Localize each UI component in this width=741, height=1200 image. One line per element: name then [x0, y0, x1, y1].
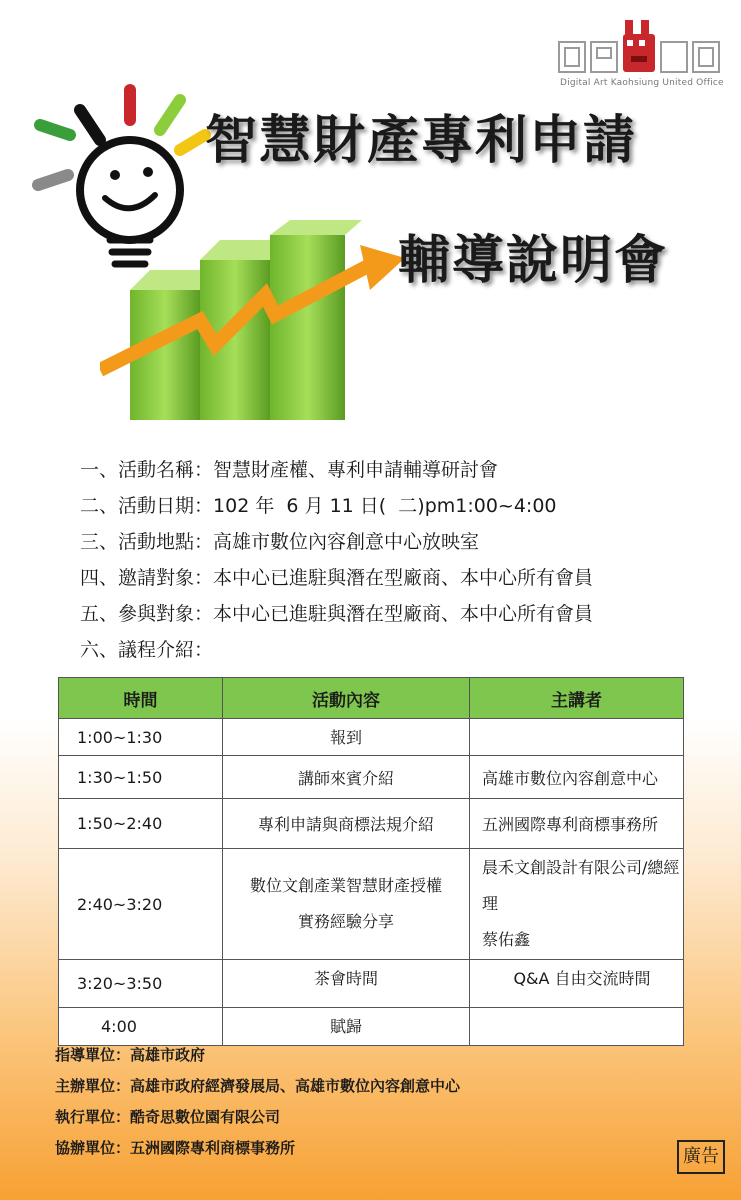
table-row: 2:40~3:20 數位文創產業智慧財產授權 實務經驗分享 晨禾文創設計有限公司/總經理 蔡佑鑫: [59, 849, 684, 960]
organizer-guiding: 指導單位：高雄市政府: [55, 1046, 206, 1064]
table-row: 1:00~1:30 報到: [59, 719, 684, 756]
headline-line1: 智慧財產專利申請: [205, 111, 638, 171]
organizers: [55, 1040, 460, 1164]
info-invitees: 四、邀請對象：本中心已進駐與潛在型廠商、本中心所有會員: [80, 567, 594, 589]
header-time: 時間: [59, 678, 223, 719]
info-agenda-heading: 六、議程介紹：: [80, 639, 214, 661]
organizer-host: 主辦單位：高雄市政府經濟發展局、高雄市數位內容創意中心: [55, 1077, 461, 1095]
table-row: 4:00 賦歸: [59, 1008, 684, 1046]
table-row: 1:30~1:50 講師來賓介紹 高雄市數位內容創意中心: [59, 756, 684, 799]
growth-bars-arrow-icon: [100, 220, 420, 430]
info-location: 三、活動地點：高雄市數位內容創意中心放映室: [80, 531, 480, 553]
info-name: 一、活動名稱：智慧財產權、專利申請輔導研討會: [80, 459, 499, 481]
header-speaker: 主講者: [470, 678, 684, 719]
headline-line2: 輔導說明會: [398, 231, 669, 291]
logo-subtitle: Digital Art Kaohsiung United Office: [560, 78, 724, 88]
table-row: 3:20~3:50 茶會時間 Q&A 自由交流時間: [59, 960, 684, 1008]
logo-wordmark: DAKUO: [638, 89, 642, 90]
info-participants: 五、參與對象：本中心已進駐與潛在型廠商、本中心所有會員: [80, 603, 594, 625]
event-info: [80, 452, 720, 668]
table-row: 1:50~2:40 專利申請與商標法規介紹 五洲國際專利商標事務所: [59, 799, 684, 849]
organizer-executor: 執行單位：酷奇思數位園有限公司: [55, 1108, 281, 1126]
table-header-row: [59, 678, 684, 719]
ad-badge: 廣告: [677, 1140, 725, 1174]
organizer-co-host: 協辦單位：五洲國際專利商標事務所: [55, 1139, 296, 1157]
header-content: 活動內容: [223, 678, 470, 719]
info-date: 二、活動日期：102 年 6 月 11 日( 二)pm1:00~4:00: [80, 495, 557, 517]
agenda-table: [58, 677, 684, 1046]
